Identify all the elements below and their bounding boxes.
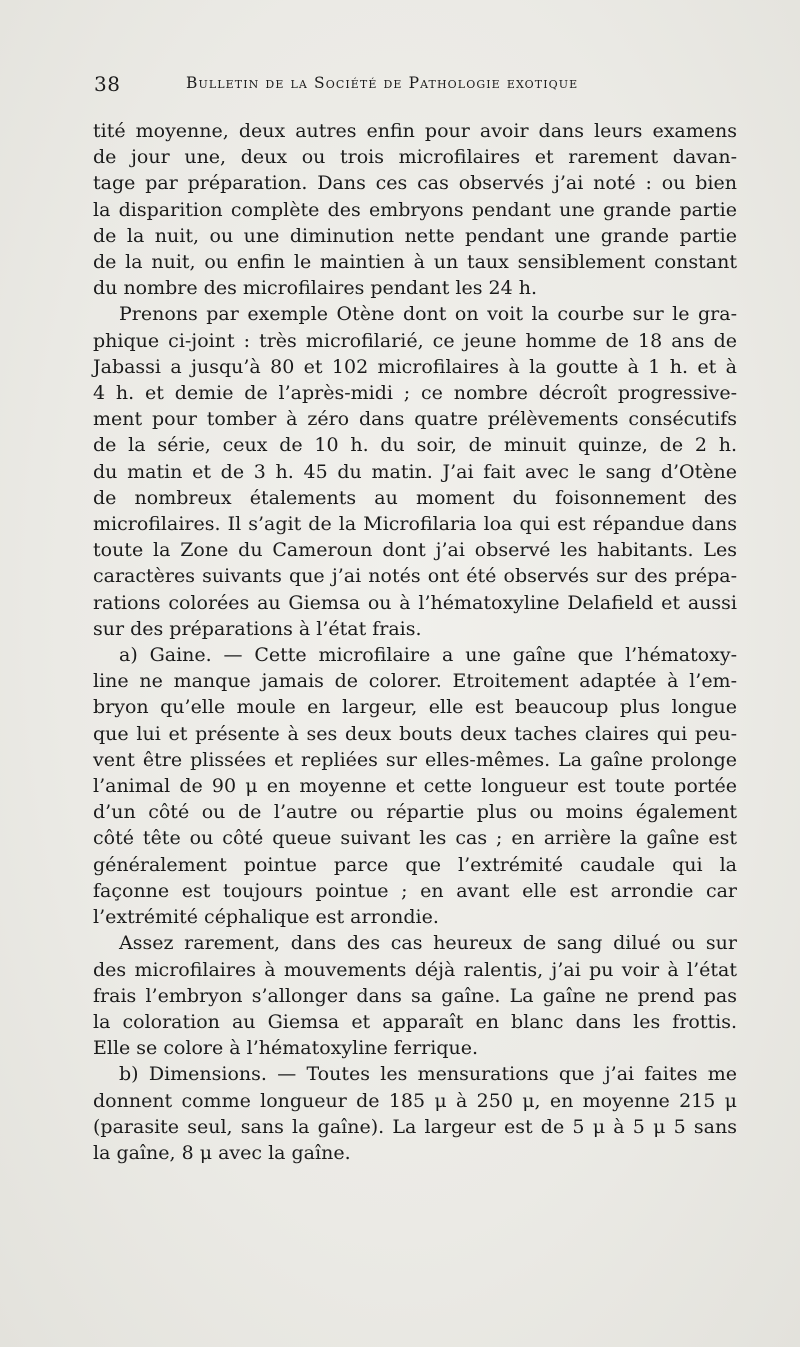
text-line: de jour une, deux ou trois microfilaires et rarement davan- <box>93 146 737 169</box>
text-line: la disparition complète des embryons pendant une grande partie <box>93 198 737 221</box>
text-line: bryon qu’elle moule en largeur, elle est beaucoup plus longue <box>93 696 737 719</box>
text-line: Prenons par exemple Otène dont on voit la courbe sur le gra- <box>119 303 737 326</box>
paragraph <box>93 930 737 1061</box>
text-line: des microfilaires à mouvements déjà ralentis, j’ai pu voir à l’état <box>93 958 737 981</box>
text-line: la gaîne, 8 μ avec la gaîne. <box>93 1141 351 1164</box>
text-line: b) Dimensions. — Toutes les mensurations que j’ai faites me <box>119 1063 737 1086</box>
text-line: façonne est toujours pointue ; en avant elle est arrondie car <box>93 879 737 902</box>
text-line: 4 h. et demie de l’après-midi ; ce nombre décroît progressive- <box>93 382 737 405</box>
text-line: de nombreux étalements au moment du foisonnement des <box>93 486 737 509</box>
paragraph <box>93 1061 737 1166</box>
text-line: caractères suivants que j’ai notés ont été observés sur des prépa- <box>93 565 737 588</box>
paragraph <box>93 642 737 930</box>
text-line: rations colorées au Giemsa ou à l’hématoxyline Delafield et aussi <box>93 591 737 614</box>
text-line: côté tête ou côté queue suivant les cas ; en arrière la gaîne est <box>93 827 737 850</box>
text-line: sur des préparations à l’état frais. <box>93 617 422 640</box>
text-line: frais l’embryon s’allonger dans sa gaîne. La gaîne ne prend pas <box>93 984 737 1007</box>
text-line: tage par préparation. Dans ces cas observés j’ai noté : ou bien <box>93 172 737 195</box>
text-line: Assez rarement, dans des cas heureux de sang dilué ou sur <box>119 932 737 955</box>
text-line: généralement pointue parce que l’extrémité caudale qui la <box>93 853 737 876</box>
text-line: Jabassi a jusqu’à 80 et 102 microfilaires à la goutte à 1 h. et à <box>93 355 737 378</box>
text-line: tité moyenne, deux autres enfin pour avoir dans leurs examens <box>93 120 737 142</box>
paragraph <box>93 301 737 642</box>
text-line: de la nuit, ou enfin le maintien à un taux sensiblement constant <box>93 251 737 274</box>
text-line: du nombre des microfilaires pendant les 24 h. <box>93 277 538 300</box>
text-line: phique ci-joint : très microfilarié, ce jeune homme de 18 ans de <box>93 329 737 352</box>
text-line: a) Gaine. — Cette microfilaire a une gaîne que l’hématoxy- <box>119 644 737 667</box>
page-number: 38 <box>94 72 121 96</box>
text-line: du matin et de 3 h. 45 du matin. J’ai fait avec le sang d’Otène <box>93 460 737 483</box>
text-line: d’un côté ou de l’autre ou répartie plus ou moins également <box>93 801 737 824</box>
text-line: l’animal de 90 μ en moyenne et cette longueur est toute portée <box>93 775 737 798</box>
text-line: la coloration au Giemsa et apparaît en blanc dans les frottis. <box>93 1010 737 1033</box>
text-line: donnent comme longueur de 185 μ à 250 μ, en moyenne 215 μ <box>93 1089 737 1112</box>
text-line: toute la Zone du Cameroun dont j’ai observé les habitants. Les <box>93 539 737 562</box>
text-line: de la série, ceux de 10 h. du soir, de minuit quinze, de 2 h. <box>93 434 737 457</box>
text-line: Elle se colore à l’hématoxyline ferrique. <box>93 1037 479 1060</box>
text-line: microfilaires. Il s’agit de la Microfilaria loa qui est répandue dans <box>93 513 737 536</box>
paragraph <box>93 118 737 301</box>
text-line: l’extrémité céphalique est arrondie. <box>93 906 439 929</box>
text-line: ment pour tomber à zéro dans quatre prélèvements consécutifs <box>93 408 737 431</box>
text-line: line ne manque jamais de colorer. Etroitement adaptée à l’em- <box>93 670 737 693</box>
page-header <box>94 72 734 102</box>
body-text <box>93 118 737 1166</box>
running-head: Bulletin de la Société de Pathologie exotique <box>186 74 579 92</box>
text-line: (parasite seul, sans la gaîne). La largeur est de 5 μ à 5 μ 5 sans <box>93 1115 737 1138</box>
text-line: de la nuit, ou une diminution nette pendant une grande partie <box>93 224 737 247</box>
text-line: que lui et présente à ses deux bouts deux taches claires qui peu- <box>93 722 737 745</box>
text-line: vent être plissées et repliées sur elles-mêmes. La gaîne prolonge <box>93 748 737 771</box>
